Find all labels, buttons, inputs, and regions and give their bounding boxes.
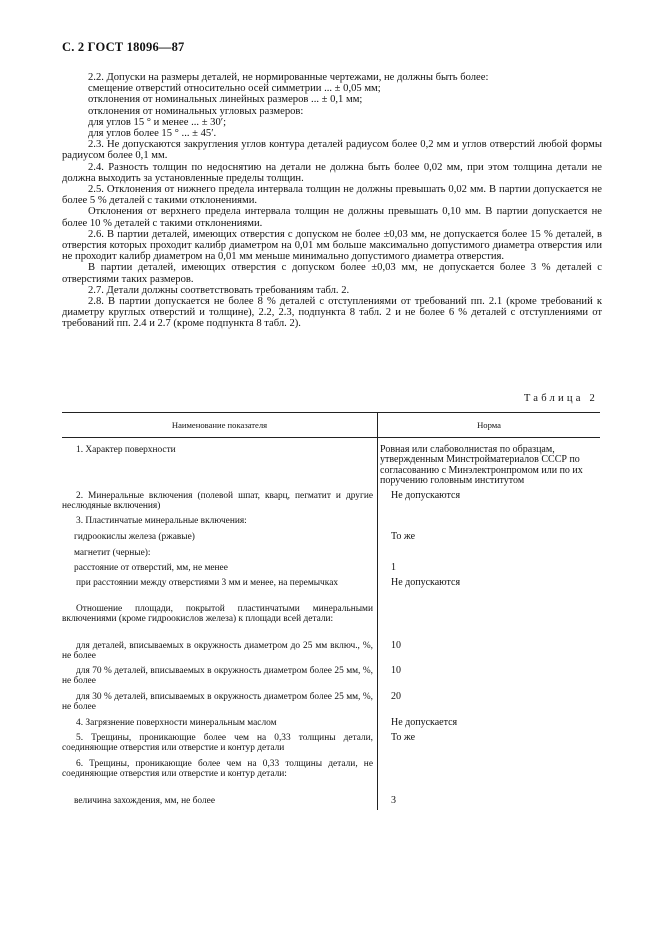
table-row (62, 796, 600, 810)
row-name: Отношение площади, покрытой пластинчатыми минеральными включениями (кроме гидроокислов железа) к площади всей детали: (62, 604, 373, 625)
row-name: для деталей, вписываемых в окружность диаметром до 25 мм включ., %, не более (62, 641, 373, 662)
table-body (62, 438, 600, 810)
row-name: при расстоянии между отверстиями 3 мм и менее, на перемычках (76, 578, 339, 588)
row-name: гидроокислы железа (ржавые) (74, 532, 195, 542)
para-2-7: 2.7. Детали должны соответствовать требованиям табл. 2. (88, 284, 350, 296)
para-2-2-a: смещение отверстий относительно осей симметрии ... ± 0,05 мм; (88, 83, 381, 95)
row-norm (377, 548, 600, 563)
para-2-2-b: отклонения от номинальных линейных размеров ... ± 0,1 мм; (88, 94, 363, 106)
table-2 (62, 412, 600, 810)
para-2-5-b: Отклонения от верхнего предела интервала толщин не должны превышать 0,10 мм. В партии допускается не более 10 % деталей с такими отклонениями. (62, 206, 602, 229)
row-norm: То же (391, 732, 416, 743)
table-row (62, 692, 600, 718)
para-2-4: 2.4. Разность толщин по недоснятию на детали не должна быть более 0,02 мм, при этом толщина детали не должна выходить за установленные пределы толщин. (62, 161, 602, 184)
row-name: 4. Загрязнение поверхности минеральным маслом (76, 718, 277, 728)
table-row (62, 548, 600, 563)
table-row (62, 733, 600, 759)
table-row (62, 532, 600, 548)
row-norm: Не допускается (391, 717, 458, 728)
row-norm: 20 (391, 691, 401, 702)
para-2-3: 2.3. Не допускаются закругления углов контура деталей радиусом более 0,2 мм и углов отверстий любой формы радиусом более 0,1 мм. (62, 139, 602, 162)
row-name: расстояние от отверстий, мм, не менее (74, 563, 228, 573)
row-name: 2. Минеральные включения (полевой шпат, кварц, пегматит и другие неслюдяные включения) (62, 491, 373, 512)
page-header: С. 2 ГОСТ 18096—87 (62, 40, 185, 54)
row-name: магнетит (черные): (74, 548, 151, 558)
row-norm: Ровная или слабоволнистая по образцам, утвержденным Минстройматериалов СССР по согласованию с Минэлектронпромом или по их поручению головным институтом (380, 444, 583, 487)
table-row (62, 666, 600, 692)
header-norm: Норма (477, 420, 501, 430)
table-row (62, 516, 600, 532)
row-norm: 3 (391, 795, 396, 806)
row-name: величина захождения, мм, не более (74, 796, 215, 806)
para-2-8: 2.8. В партии допускается не более 8 % деталей с отступлениями от требований пп. 2.1 (кроме требований к диаметру круглых отверстий и толщине), 2.2, 2.3, подпункта 8 табл. 2 и не более 6 % деталей с отступлениями от требований пп. 2.4 и 2.7 (кроме подпункта 8 табл. 2). (62, 296, 602, 330)
row-norm: Не допускаются (391, 577, 461, 588)
row-name: 3. Пластинчатые минеральные включения: (76, 516, 247, 526)
row-norm: То же (391, 531, 416, 542)
para-2-2-e: для углов более 15 ° ... ± 45′. (88, 128, 217, 140)
row-name: 1. Характер поверхности (76, 445, 176, 455)
para-2-2: 2.2. Допуски на размеры деталей, не нормированные чертежами, не должны быть более: (88, 72, 489, 83)
table-header (62, 412, 600, 438)
row-name: для 70 % деталей, вписываемых в окружность диаметром более 25 мм, %, не более (62, 666, 373, 687)
para-2-6-b: В партии деталей, имеющих отверстия с допуском более ±0,03 мм, не допускается более 3 % деталей с отверстиями таких размеров. (62, 262, 602, 285)
row-norm (377, 604, 600, 641)
row-norm: Не допускаются (391, 490, 461, 501)
row-name: 5. Трещины, проникающие более чем на 0,33 толщины детали, соединяющие отверстия или отверстие и контур детали (62, 733, 373, 754)
body-text (62, 72, 602, 330)
table-row (62, 438, 600, 491)
para-2-6: 2.6. В партии деталей, имеющих отверстия с допуском не более ±0,03 мм, не допускается более 15 % деталей, в отверстия которых проходит калибр диаметром на 0,01 мм больше максимально допустимого диаметра отверстия или не проходит калибр диаметром на 0,01 мм меньше минимально допустимого диаметра отверстия. (62, 228, 602, 263)
row-norm (377, 759, 600, 796)
table-row (62, 563, 600, 578)
row-name: для 30 % деталей, вписываемых в окружность диаметром более 25 мм, %, не более (62, 692, 373, 713)
table-caption: Таблица 2 (523, 393, 598, 404)
row-norm: 1 (391, 562, 396, 573)
row-norm (377, 516, 600, 532)
table-row (62, 718, 600, 733)
para-2-5: 2.5. Отклонения от нижнего предела интервала толщин не должны превышать 0,02 мм. В партии допускается не более 5 % деталей с такими отклонениями. (62, 184, 602, 207)
para-2-2-d: для углов 15 ° и менее ... ± 30′; (88, 116, 227, 128)
table-row (62, 641, 600, 666)
table-row (62, 491, 600, 516)
table-row (62, 578, 600, 604)
table-row (62, 604, 600, 641)
table-row (62, 759, 600, 796)
header-indicator: Наименование показателя (62, 413, 378, 437)
row-norm: 10 (391, 640, 401, 651)
row-norm: 10 (391, 665, 401, 676)
para-2-2-c: отклонения от номинальных угловых размеров: (88, 105, 304, 117)
row-name: 6. Трещины, проникающие более чем на 0,33 толщины детали, не соединяющие отверстия или отверстие и контур детали: (62, 759, 373, 780)
